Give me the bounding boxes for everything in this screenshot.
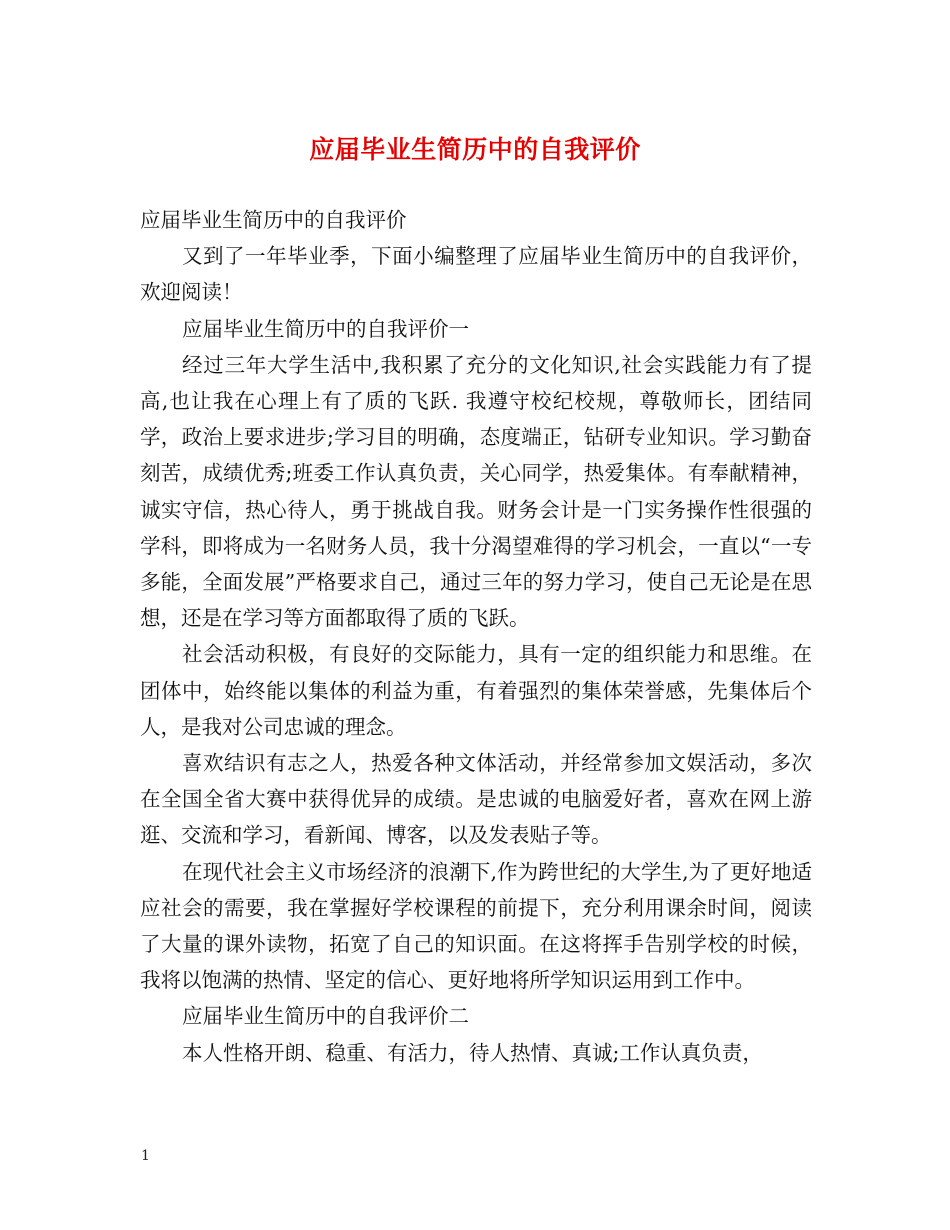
paragraph-intro: 又到了一年毕业季，下面小编整理了应届毕业生简历中的自我评价，欢迎阅读！ [140,244,812,305]
paragraph: 喜欢结识有志之人，热爱各种文体活动，并经常参加文娱活动，多次在全国全省大赛中获得优异的成绩。是忠诚的电脑爱好者，喜欢在网上游逛、交流和学习，看新闻、博客，以及发表贴子等。 [140,751,812,848]
paragraph: 社会活动积极，有良好的交际能力，具有一定的组织能力和思维。在团体中，始终能以集体的利益为重，有着强烈的集体荣誉感，先集体后个人，是我对公司忠诚的理念。 [140,642,812,739]
paragraph: 在现代社会主义市场经济的浪潮下,作为跨世纪的大学生,为了更好地适应社会的需要，我在掌握好学校课程的前提下，充分利用课余时间，阅读了大量的课外读物，拓宽了自己的知识面。在这将挥手告别学校的时候，我将以饱满的热情、坚定的信心、更好地将所学知识运用到工作中。 [140,859,812,993]
page-number: 1 [141,1148,150,1164]
paragraph-heading: 应届毕业生简历中的自我评价 [140,208,407,232]
paragraph: 经过三年大学生活中,我积累了充分的文化知识,社会实践能力有了提高,也让我在心理上有了质的飞跃. 我遵守校纪校规，尊敬师长，团结同学，政治上要求进步;学习目的明确，态度端正，钻研专业知识。学习勤奋刻苦，成绩优秀;班委工作认真负责，关心同学，热爱集体。有奉献精神，诚实守信，热心待人，勇于挑战自我。财务会计是一门实务操作性很强的学科，即将成为一名财务人员，我十分渴望难得的学习机会，一直以“一专多能，全面发展”严格要求自己，通过三年的努力学习，使自己无论是在思想，还是在学习等方面都取得了质的飞跃。 [140,352,812,631]
section-heading-1: 应届毕业生简历中的自我评价一 [182,316,469,341]
paragraph: 本人性格开朗、稳重、有活力，待人热情、真诚;工作认真负责， [182,1040,763,1065]
document-title: 应届毕业生简历中的自我评价 [309,135,641,164]
section-heading-2: 应届毕业生简历中的自我评价二 [182,1004,469,1029]
document-body [140,202,812,1071]
